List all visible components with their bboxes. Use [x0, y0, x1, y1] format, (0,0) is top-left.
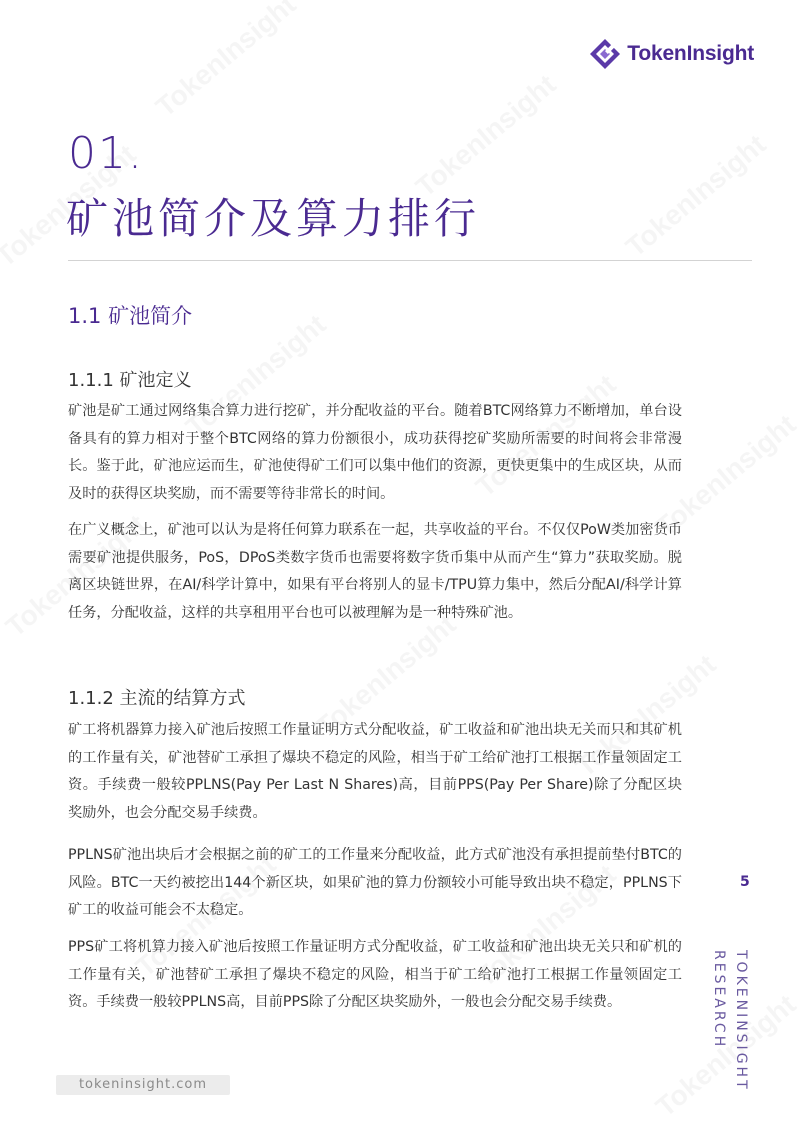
- paragraph: 矿工将机器算力接入矿池后按照工作量证明方式分配收益，矿工收益和矿池出块无关而只和其矿机的工作量有关，矿池替矿工承担了爆块不稳定的风险，相当于矿工给矿池打工根据工作量领固定工资。手续费一般较PPLNS(Pay Per Last N Shares)高，目前PPS(Pay Per Share)除了分配区块奖励外，也会分配交易手续费。: [68, 722, 682, 821]
- page-number: 5: [740, 874, 750, 890]
- brand-name: TokenInsight: [627, 42, 754, 65]
- paragraph: PPLNS矿池出块后才会根据之前的矿工的工作量来分配收益，此方式矿池没有承担提前垫付BTC的风险。BTC一天约被挖出144个新区块，如果矿池的算力份额较小可能导致出块不稳定，PPLNS下矿工的收益可能会不太稳定。: [68, 847, 682, 918]
- footer-url[interactable]: tokeninsight.com: [56, 1075, 230, 1095]
- subsection-heading: 1.1.1 矿池定义: [68, 370, 192, 391]
- tokeninsight-logo-icon: [589, 38, 621, 70]
- chapter-title: 矿池简介及算力排行: [66, 194, 481, 243]
- header-divider: [68, 260, 752, 261]
- subsection-heading: 1.1.2 主流的结算方式: [68, 688, 246, 709]
- paragraph: 矿池是矿工通过网络集合算力进行挖矿，并分配收益的平台。随着BTC网络算力不断增加，单台设备具有的算力相对于整个BTC网络的算力份额很小，成功获得挖矿奖励所需要的时间将会非常漫长。鉴于此，矿池应运而生，矿池使得矿工们可以集中他们的资源，更快更集中的生成区块，从而及时的获得区块奖励，而不需要等待非常长的时间。: [68, 403, 682, 502]
- side-label-line1: TOKENINSIGHT: [733, 950, 749, 1092]
- section-heading: 1.1 矿池简介: [68, 304, 193, 328]
- side-running-title: [708, 950, 752, 1092]
- side-label-line2: RESEARCH: [711, 950, 727, 1050]
- paragraph: 在广义概念上，矿池可以认为是将任何算力联系在一起，共享收益的平台。不仅仅PoW类加密货币需要矿池提供服务，PoS，DPoS类数字货币也需要将数字货币集中从而产生“算力”获取奖励。脱离区块链世界，在AI/科学计算中，如果有平台将别人的显卡/TPU算力集中，然后分配AI/科学计算任务，分配收益，这样的共享租用平台也可以被理解为是一种特殊矿池。: [68, 522, 682, 621]
- paragraph: PPS矿工将机算力接入矿池后按照工作量证明方式分配收益，矿工收益和矿池出块无关只和矿机的工作量有关，矿池替矿工承担了爆块不稳定的风险，相当于矿工给矿池打工根据工作量领固定工资。手续费一般较PPLNS高，目前PPS除了分配区块奖励外，一般也会分配交易手续费。: [68, 939, 682, 1010]
- chapter-number: 01.: [68, 128, 144, 179]
- brand-logo: [589, 38, 754, 70]
- watermark: [410, 68, 562, 203]
- watermark: [150, 0, 302, 124]
- watermark: [620, 128, 772, 263]
